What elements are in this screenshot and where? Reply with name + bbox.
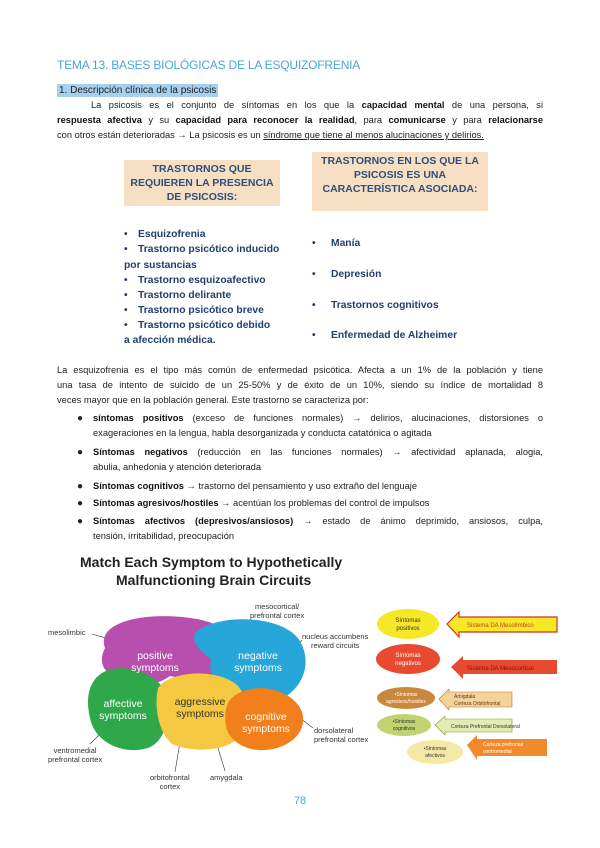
intro-text: La psicosis es el conjunto de síntomas en los que la — [91, 100, 362, 110]
list-item: • Trastorno psicótico inducido — [124, 244, 280, 255]
arrow-text: ventromedial — [483, 749, 512, 755]
bullet: ● — [77, 481, 84, 492]
intro-text: y su — [141, 115, 176, 125]
label-line: reward circuits — [310, 641, 360, 650]
list-item-text: por sustancias — [124, 260, 197, 271]
symptom-oval — [376, 644, 440, 674]
arrow-text: Corteza Prefrontal Dorsolateral — [451, 724, 520, 730]
symptom-name: Síntomas agresivos/hostiles — [93, 498, 219, 508]
leader-line — [218, 748, 225, 771]
intro-text: con otros están deterioradas → La psicosis es un — [57, 130, 264, 140]
piece-label: symptoms — [242, 723, 290, 735]
symptom-name: síntomas positivos — [93, 413, 184, 423]
figure-title-line: Malfunctioning Brain Circuits — [116, 572, 312, 588]
label-line: prefrontal cortex — [48, 755, 103, 764]
paragraph-line: veces mayor que en la población general. Este trastorno se caracteriza por: — [57, 395, 369, 405]
list-item-text: Trastorno delirante — [138, 290, 232, 301]
accumbens-label — [302, 632, 368, 650]
ofc-label — [150, 773, 190, 791]
oval-text: afectivos — [425, 753, 445, 759]
list-item: • Trastornos cognitivos — [312, 300, 439, 311]
list-item: • Depresión — [312, 269, 382, 280]
intro-bold: capacidad mental — [361, 100, 445, 110]
label-line: cortex — [159, 782, 181, 791]
list-item: • Trastorno delirante — [124, 290, 232, 301]
list-item: • Manía — [312, 238, 361, 249]
symptom-desc: (exceso de funciones normales) → delirios, alucinaciones, distorsiones o — [183, 413, 543, 423]
arrow-text: Sistema DA Mesolímbico — [467, 623, 534, 629]
section-heading: 1. Descripción clínica de la psicosis — [59, 85, 217, 96]
oval-text: positivos — [396, 626, 420, 632]
label-line: prefrontal cortex — [314, 735, 369, 744]
arrow-text: Corteza prefrontal — [483, 742, 524, 748]
list-item-text: Depresión — [331, 269, 382, 280]
page-number: 78 — [293, 795, 307, 807]
intro-bold: relacionarse — [488, 115, 544, 125]
oval-text: •Síntomas — [423, 746, 447, 752]
list-item: • Enfermedad de Alzheimer — [312, 330, 458, 341]
list-item: • Trastorno esquizoafectivo — [124, 275, 266, 286]
piece-label: symptoms — [131, 662, 179, 674]
intro-underlined: síndrome que tiene al menos alucinaciones y delirios. — [263, 130, 484, 140]
label-line: orbitofrontal — [150, 773, 190, 782]
piece-label: cognitive — [245, 711, 287, 723]
symptom-desc: → trastorno del pensamiento y uso extraño del lenguaje — [183, 481, 418, 491]
oval-text: •Síntomas — [394, 692, 418, 698]
list-item: • Esquizofrenia — [124, 229, 206, 240]
symptom-desc: tensión, irritabilidad, preocupación — [93, 531, 235, 541]
list-item-text: Enfermedad de Alzheimer — [331, 330, 458, 341]
symptom-oval — [407, 740, 463, 764]
bullet: ● — [77, 498, 84, 509]
dlpfc-label — [314, 726, 368, 744]
oval-text: agresivos/hostiles — [386, 699, 426, 705]
symptom-name: Síntomas afectivos (depresivos/ansiosos) — [93, 516, 294, 526]
list-item-text: Trastornos cognitivos — [331, 300, 439, 311]
intro-text: de una persona, si — [444, 100, 544, 110]
piece-label: positive — [137, 650, 173, 662]
symptom-desc: → acentúan los problemas del control de impulsos — [218, 498, 430, 508]
list-item-text: Trastorno psicótico inducido — [138, 244, 280, 255]
intro-bold: comunicarse — [388, 115, 446, 125]
right-table-header: TRASTORNOS EN LOS QUE LA PSICOSIS ES UNA CARACTERÍSTICA ASOCIADA: — [312, 152, 488, 211]
bullet: ● — [77, 447, 84, 458]
label-line: nucleus accumbens — [302, 632, 369, 641]
oval-text: cognitivos — [392, 726, 416, 732]
symptom-name: Síntomas cognitivos — [93, 481, 184, 491]
symptom-desc: (reducción en las funciones normales) → afectividad aplanada, alogia, — [187, 447, 543, 457]
list-item-text: Esquizofrenia — [138, 229, 206, 240]
list-item-text: a afección médica. — [124, 335, 216, 346]
piece-label: symptoms — [176, 708, 224, 720]
label-line: prefrontal cortex — [250, 611, 305, 620]
symptom-oval — [377, 609, 439, 639]
label-line: dorsolateral — [314, 726, 354, 735]
intro-text: y para — [445, 115, 489, 125]
intro-text: , para — [354, 115, 389, 125]
mesolimbic-label: mesolimbic — [48, 628, 86, 637]
intro-bold: respuesta afectiva — [57, 115, 142, 125]
list-item: • Trastorno psicótico breve — [124, 305, 264, 316]
symptom-circuit-diagram — [375, 605, 565, 775]
arrow-text: Corteza Orbitofrontal — [454, 701, 501, 707]
oval-text: •Síntomas — [392, 719, 416, 725]
paragraph-line: una tasa de intento de suicido de un 25-50% y de éxito de un 10%, siendo su índice de mortalidad 8 — [57, 380, 543, 390]
symptom-desc: exageraciones en la lengua, habla desorganizada y conducta catatónica o agitada — [93, 428, 432, 438]
list-item-text: Manía — [331, 238, 361, 249]
vmpfc-label — [48, 746, 102, 764]
page-title: TEMA 13. BASES BIOLÓGICAS DE LA ESQUIZOFRENIA — [57, 58, 361, 72]
list-item-text: Trastorno psicótico debido — [138, 320, 271, 331]
list-item-text: Trastorno psicótico breve — [138, 305, 264, 316]
list-item: • Trastorno psicótico debido — [124, 320, 271, 331]
symptom-desc: abulia, anhedonia y atención deteriorada — [93, 462, 261, 472]
piece-label: symptoms — [99, 710, 147, 722]
oval-text: Síntomas — [395, 618, 421, 624]
symptom-oval — [377, 687, 435, 709]
amygdala-label: amygdala — [210, 773, 243, 782]
label-line: ventromedial — [53, 746, 97, 755]
mesocortical-label — [250, 602, 304, 620]
arrow-text: Amígdala — [454, 694, 476, 700]
bullet: ● — [77, 516, 84, 527]
figure-title-line: Match Each Symptom to Hypothetically — [80, 554, 343, 570]
paragraph-line: La esquizofrenia es el tipo más común de enfermedad psicótica. Afecta a un 1% de la población y tiene — [57, 365, 543, 375]
piece-label: affective — [103, 698, 143, 710]
left-table-header: TRASTORNOS QUE REQUIEREN LA PRESENCIA DE PSICOSIS: — [124, 160, 280, 206]
list-item-text: Trastorno esquizoafectivo — [138, 275, 266, 286]
arrow-text: Sistema DA Mesocortical — [467, 666, 534, 672]
symptom-name: Síntomas negativos — [93, 447, 188, 457]
intro-bold: capacidad para reconocer la realidad — [175, 115, 355, 125]
piece-label: symptoms — [234, 662, 282, 674]
symptom-oval — [377, 714, 431, 736]
oval-text: Síntomas — [395, 653, 421, 659]
piece-label: aggressive — [174, 696, 226, 708]
bullet: ● — [77, 413, 84, 424]
oval-text: negativos — [395, 661, 421, 667]
symptom-desc: → estado de ánimo deprimido, ansiosos, culpa, — [293, 516, 543, 526]
label-line: mesocortical/ — [255, 602, 300, 611]
piece-label: negative — [238, 650, 278, 662]
